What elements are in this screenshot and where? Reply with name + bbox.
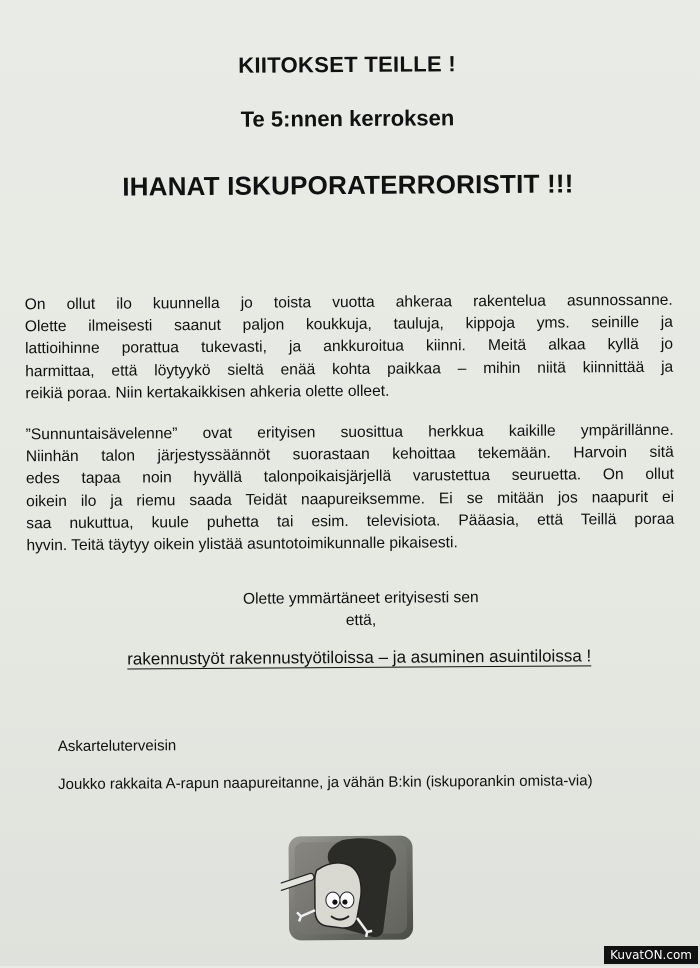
title-thanks: KIITOKSET TEILLE ! xyxy=(238,51,456,78)
title-floor: Te 5:nnen kerroksen xyxy=(240,105,455,132)
paragraph-1-line: Olette ilmeisesti saanut paljon koukkuja, tauluja, kippoja yms. seinille ja xyxy=(24,313,673,336)
signature: Joukko rakkaita A-rapun naapureitanne, ja vähän B:kin (iskuporankin omista-via) xyxy=(58,772,593,794)
paragraph-1-line: reikiä poraa. Niin kertakaikkisen ahkeria olette olleet. xyxy=(25,382,390,403)
paragraph-2-line: ”Sunnuntaisävelenne” ovat erityisen suosittua herkkua kaikille ympärillänne. xyxy=(25,421,674,444)
drill-cartoon-icon xyxy=(280,830,421,946)
paragraph-2 xyxy=(26,420,675,558)
paragraph-2-line: Niinhän talon järjestyssäännöt suorastaan kehoittaa tekemään. Harvoin sitä xyxy=(25,443,674,466)
slogan xyxy=(1,645,700,670)
paragraph-1-line: On ollut ilo kuunnella jo toista vuotta ahkeraa rakentelua asunnossanne. xyxy=(24,291,673,314)
watermark: KuvatON.com xyxy=(604,946,698,964)
paragraph-1-line: harmittaa, että löytyykö sieltä enää kohta paikkaa – mihin niitä kiinnittää ja xyxy=(25,358,674,380)
paragraph-2-line: oikein ilo ja riemu saada Teidät naapureiksemme. Ei se mitään jos naapurit ei xyxy=(26,488,675,510)
paragraph-2-line: edes tapaa noin hyvällä talonpoikaisjärjellä varustettua seuruetta. On ollut xyxy=(25,466,675,488)
paragraph-2-line: hyvin. Teitä täytyy oikein ylistää asuntotoimikunnalle pikaisesti. xyxy=(26,534,458,555)
paragraph-1 xyxy=(25,290,674,406)
title-main: IHANAT ISKUPORATERRORISTIT !!! xyxy=(122,168,574,202)
paragraph-2-line: saa nukuttua, kuule puhetta tai esim. televisiota. Pääasia, että Teillä poraa xyxy=(26,510,675,533)
slogan-text: rakennustyöt rakennustyötiloissa – ja asuminen asuintiloissa ! xyxy=(127,646,592,669)
greeting: Askarteluterveisin xyxy=(57,737,177,756)
centered-line-1: Olette ymmärtäneet erityisesti sen xyxy=(242,589,479,608)
paragraph-1-line: lattioihinne porattua tukevasti, ja ankkuroitua kiinni. Meitä alkaa kyllä jo xyxy=(24,336,674,358)
centered-line-2: että, xyxy=(345,611,377,630)
